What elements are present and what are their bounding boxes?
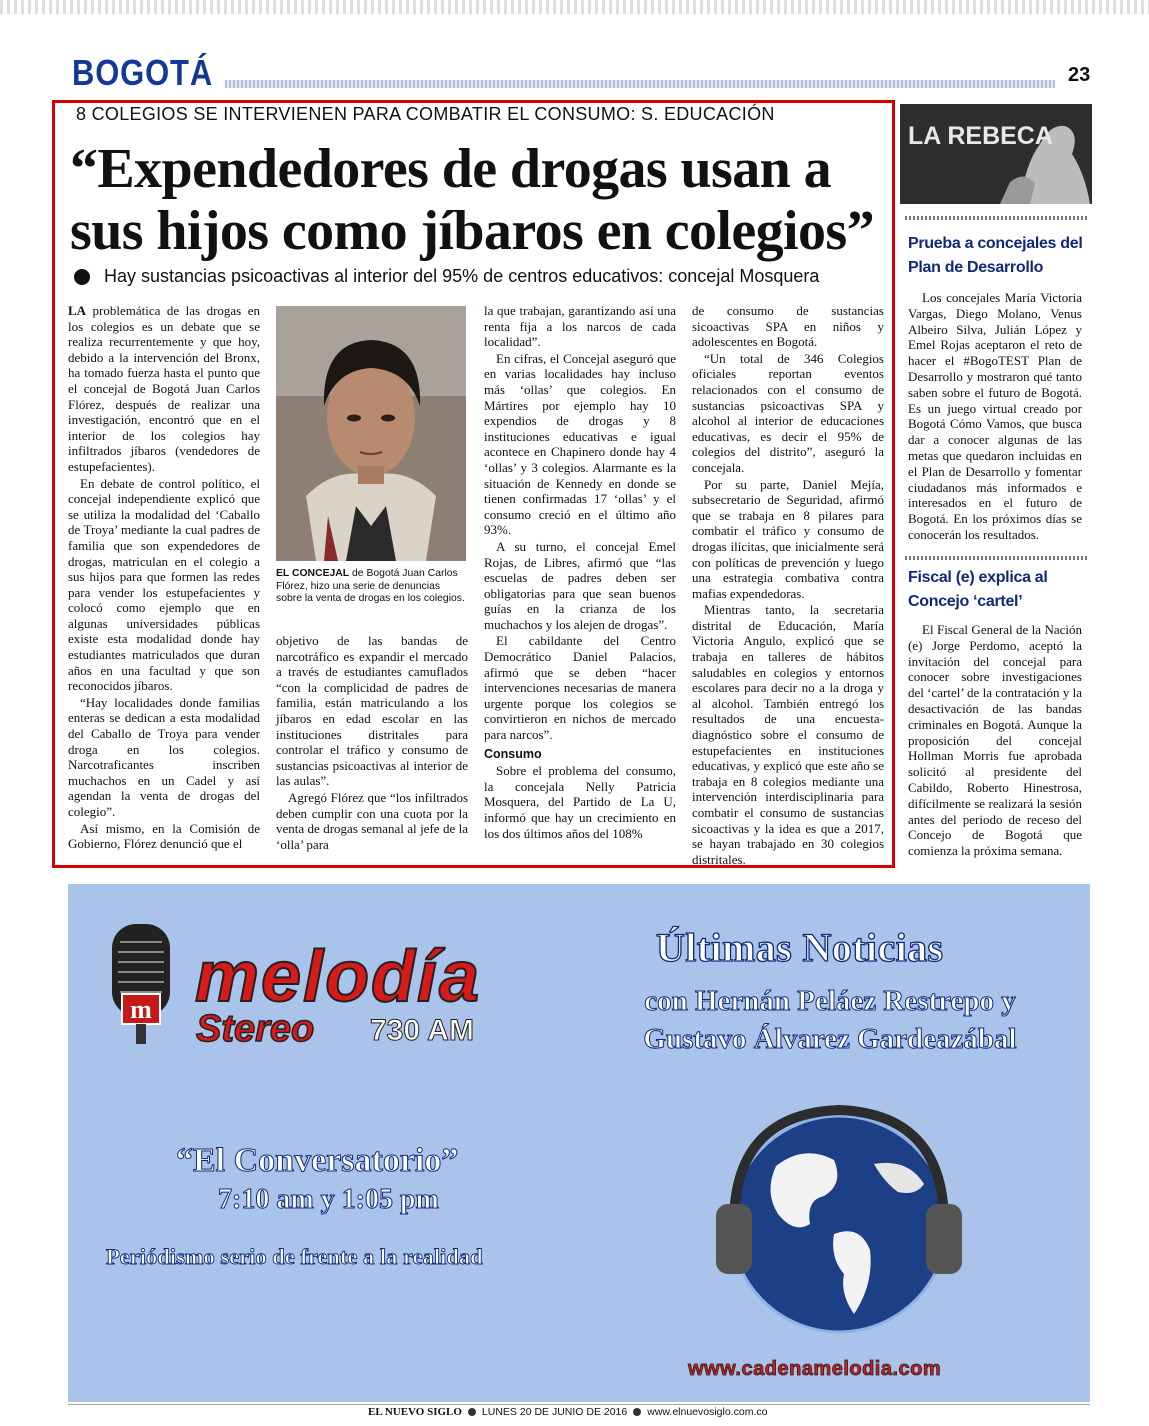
- article-column-3: [484, 303, 676, 842]
- paragraph: El cabildante del Centro Democrático Daniel Palacios, afirmó que se deben “hacer intervenciones necesarias de manera urgente porque los colegios se convirtieron en nichos de mercado para narcos”.: [484, 633, 676, 743]
- section-title: BOGOTÁ: [72, 52, 214, 93]
- la-rebeca-label: LA REBECA: [908, 122, 1053, 150]
- paragraph: la que trabajan, garantizando así una renta fija a los narcos de cada localidad”.: [484, 303, 676, 350]
- melodia-advertisement: [68, 884, 1090, 1402]
- article-subhead-text: Hay sustancias psicoactivas al interior del 95% de centros educativos: concejal Mosquera: [104, 266, 820, 286]
- footer-date: LUNES 20 DE JUNIO DE 2016: [481, 1406, 628, 1418]
- paragraph: “Un total de 346 Colegios oficiales reportan eventos relacionados con el consumo de sustancias psicoactivas SPA y alcohol al interior de educaciones educativas, es decir el 95% de colegios del distrito”, aseguró la concejala.: [692, 350, 884, 475]
- paragraph: Por su parte, Daniel Mejía, subsecretario de Seguridad, afirmó que se trabaja en 8 pilares para combatir el tráfico y consumo de drogas ilícitas, que inicialmente será con políticas de prevención y luego una estrategia combativa contra mafias expendedoras.: [692, 476, 884, 601]
- ad-hosts: [595, 982, 1065, 1058]
- paragraph: El Fiscal General de la Nación (e) Jorge Perdomo, aceptó la invitación del concejal para conocer sobre investigaciones del ‘cartel’ de la contratación y la desactivación de las bandas criminales en Bogotá. Aunque la proposición del concejal Hollman Morris fue aprobada solicitó al presidente del Cabildo, Roberto Hinestrosa, difícilmente se realizará la sesión antes del periodo de receso del Concejo de Bogotá que comienza la próxima semana.: [908, 622, 1082, 859]
- paragraph: En cifras, el Concejal aseguró que en varias localidades hay incluso más ‘ollas’ que colegios. En Mártires por ejemplo hay 10 expendios de drogas y 8 instituciones educativas e igual acontece en Chapinero donde hay 4 ‘ollas’ y 3 colegios. Alarmante es la situación de Kennedy en donde se tienen confirmadas 17 ‘ollas’ y el consumo creció en el último año 93%.: [484, 350, 676, 538]
- article-headline: “Expendedores de drogas usan a sus hijos como jíbaros en colegios”: [70, 138, 874, 262]
- ad-hosts-line-2: Gustavo Álvarez Gardeazábal: [643, 1023, 1017, 1055]
- article-column-4: [692, 303, 884, 868]
- paragraph: Mientras tanto, la secretaria distrital de Educación, María Victoria Angulo, explicó que se trabaja en talleres de hábitos saludables en colegios y entornos escolares para decir no a la droga y al alcohol. También entregó los resultados de una encuesta-diagnóstico sobre el consumo de estupefacientes en instituciones educativas, y explicó que este año se trabaja en 8 colegios mediante una intervención interdisciplinaria para combatir el consumo de sustancias sicoactivas y la idea es que a 2017, se hayan trabajado en 30 colegios distritales.: [692, 602, 884, 867]
- paragraph: Agregó Flórez que “los infiltrados deben cumplir con una cuota por la venta de drogas semanal al jefe de la ‘olla’ para: [276, 789, 468, 852]
- subheading: Consumo: [484, 746, 542, 761]
- paragraph: de consumo de sustancias sicoactivas SPA en niños y adolescentes en Bogotá.: [692, 303, 884, 350]
- footer-brand: EL NUEVO SIGLO: [368, 1406, 462, 1418]
- ad-show-times: 7:10 am y 1:05 pm: [218, 1184, 439, 1215]
- sidebar-item-title: Prueba a concejales del Plan de Desarrollo: [908, 235, 1083, 276]
- photo-caption: [276, 568, 468, 606]
- microphone-icon: [98, 920, 184, 1052]
- sidebar-item-title: Fiscal (e) explica al Concejo ‘cartel’: [908, 569, 1048, 610]
- headphones-globe-icon: [694, 1074, 984, 1364]
- ad-hosts-line-1: con Hernán Peláez Restrepo y: [644, 985, 1016, 1017]
- article-kicker: 8 COLEGIOS SE INTERVIENEN PARA COMBATIR EL CONSUMO: S. EDUCACIÓN: [76, 104, 775, 124]
- bullet-icon: [74, 269, 90, 285]
- section-rule: [225, 80, 1055, 88]
- caption-text: de Bogotá Juan Carlos Flórez, hizo una serie de denuncias sobre la venta de drogas en los colegios.: [276, 568, 465, 604]
- footer-rule: [68, 1404, 1090, 1405]
- ad-show-name: “El Conversatorio”: [176, 1142, 459, 1179]
- ad-title: Últimas Noticias: [656, 925, 944, 970]
- ad-slogan: Periódismo serio de frente a la realidad: [106, 1244, 483, 1269]
- paragraph: A su turno, el concejal Emel Rojas, de Libres, afirmó que “las escuelas de padres deben ser obligatorias para que sean buenos guías en la crianza de los muchachos y los alejen de drogas”.: [484, 538, 676, 632]
- sidebar-item-body: [908, 622, 1082, 859]
- paragraph: objetivo de las bandas de narcotráfico es expandir el mercado a través de estudiantes camuflados “con la complicidad de padres de familia, están matriculando a los jíbaros en edad escolar en las instituciones distritales para controlar el tráfico y consumo de sustancias psicoactivas al interior de las aulas”.: [276, 633, 468, 789]
- la-rebeca-badge: [900, 104, 1092, 204]
- article-subhead: [74, 266, 819, 287]
- sidebar-item-body: [908, 290, 1082, 543]
- page-top-scan-strip: [0, 0, 1149, 14]
- lead-word: LA: [68, 303, 87, 318]
- ad-url: www.cadenamelodia.com: [688, 1358, 942, 1380]
- bullet-icon: [468, 1408, 476, 1416]
- paragraph: En debate de control político, el concejal independiente explicó que se utiliza la modalidad del ‘Caballo de Troya’ mediante la cual padres de familia que son expendedores de drogas, matriculan en el colegio a sus hijos para que formen las redes para vender los estupefacientes y colocó como ejemplo que en algunas universidades públicas existe esta modalidad donde hay estudiantes matriculados que duran años en una facultad y que son reconocidos jíbaros.: [68, 475, 260, 694]
- portrait-image: [276, 306, 466, 561]
- paragraph: [68, 303, 260, 475]
- concejal-photo: [276, 306, 466, 561]
- caption-lead: EL CONCEJAL: [276, 568, 350, 579]
- footer-site: www.elnuevosiglo.com.co: [647, 1406, 768, 1418]
- paragraph: Los concejales María Victoria Vargas, Diego Molano, Venus Albeiro Silva, Julián López y Emel Rojas aceptaron el reto de hacer el #BogoTEST Plan de Desarrollo y mostraron qué tanto saben sobre el futuro de Bogotá. Es un juego virtual creado por Bogotá Cómo Vamos, que busca dar a conocer algunas de las metas que quedaron incluidas en el Plan de Desarrollo y fomentar ciudadanos más informados e interesados en el futuro de Bogotá. En los próximos días se conocerán los resultados.: [908, 290, 1082, 542]
- page-footer: [368, 1406, 767, 1418]
- paragraph: Sobre el problema del consumo, la concejala Nelly Patricia Mosquera, del Partido de La U, informó que hay un crecimiento en los dos últimos años del 108%: [484, 763, 676, 841]
- mic-letter: m: [130, 995, 152, 1024]
- ad-frequency: 730 AM: [370, 1014, 474, 1047]
- sidebar-divider: [905, 556, 1089, 560]
- ad-brand-sub: Stereo: [196, 1008, 315, 1050]
- paragraph-text: problemática de las drogas en los colegios es un debate que se realiza recurrentemente y que hoy, debido a la intervención del Bronx, ha tomado fuerza hasta el punto que el concejal de Bogotá Juan Carlos Flórez, después de realizar una investigación, encontró que en el interior de los colegios hay infiltrados jíbaros (vendedores de estupefacientes).: [68, 303, 260, 474]
- page-number: 23: [1068, 64, 1091, 86]
- article-column-1: [68, 303, 260, 853]
- bullet-icon: [633, 1408, 641, 1416]
- ad-brand: melodía: [195, 937, 482, 1017]
- sidebar-divider: [905, 216, 1089, 220]
- paragraph: “Hay localidades donde familias enteras se dedican a esta modalidad del Caballo de Troya para vender droga en los colegios. Narcotraficantes inscriben muchachos en un Cadel y así agendan la venta de drogas del colegio”.: [68, 694, 260, 819]
- statue-icon: [900, 104, 1092, 204]
- article-column-2: [276, 633, 468, 853]
- paragraph: Así mismo, en la Comisión de Gobierno, Flórez denunció que el: [68, 820, 260, 852]
